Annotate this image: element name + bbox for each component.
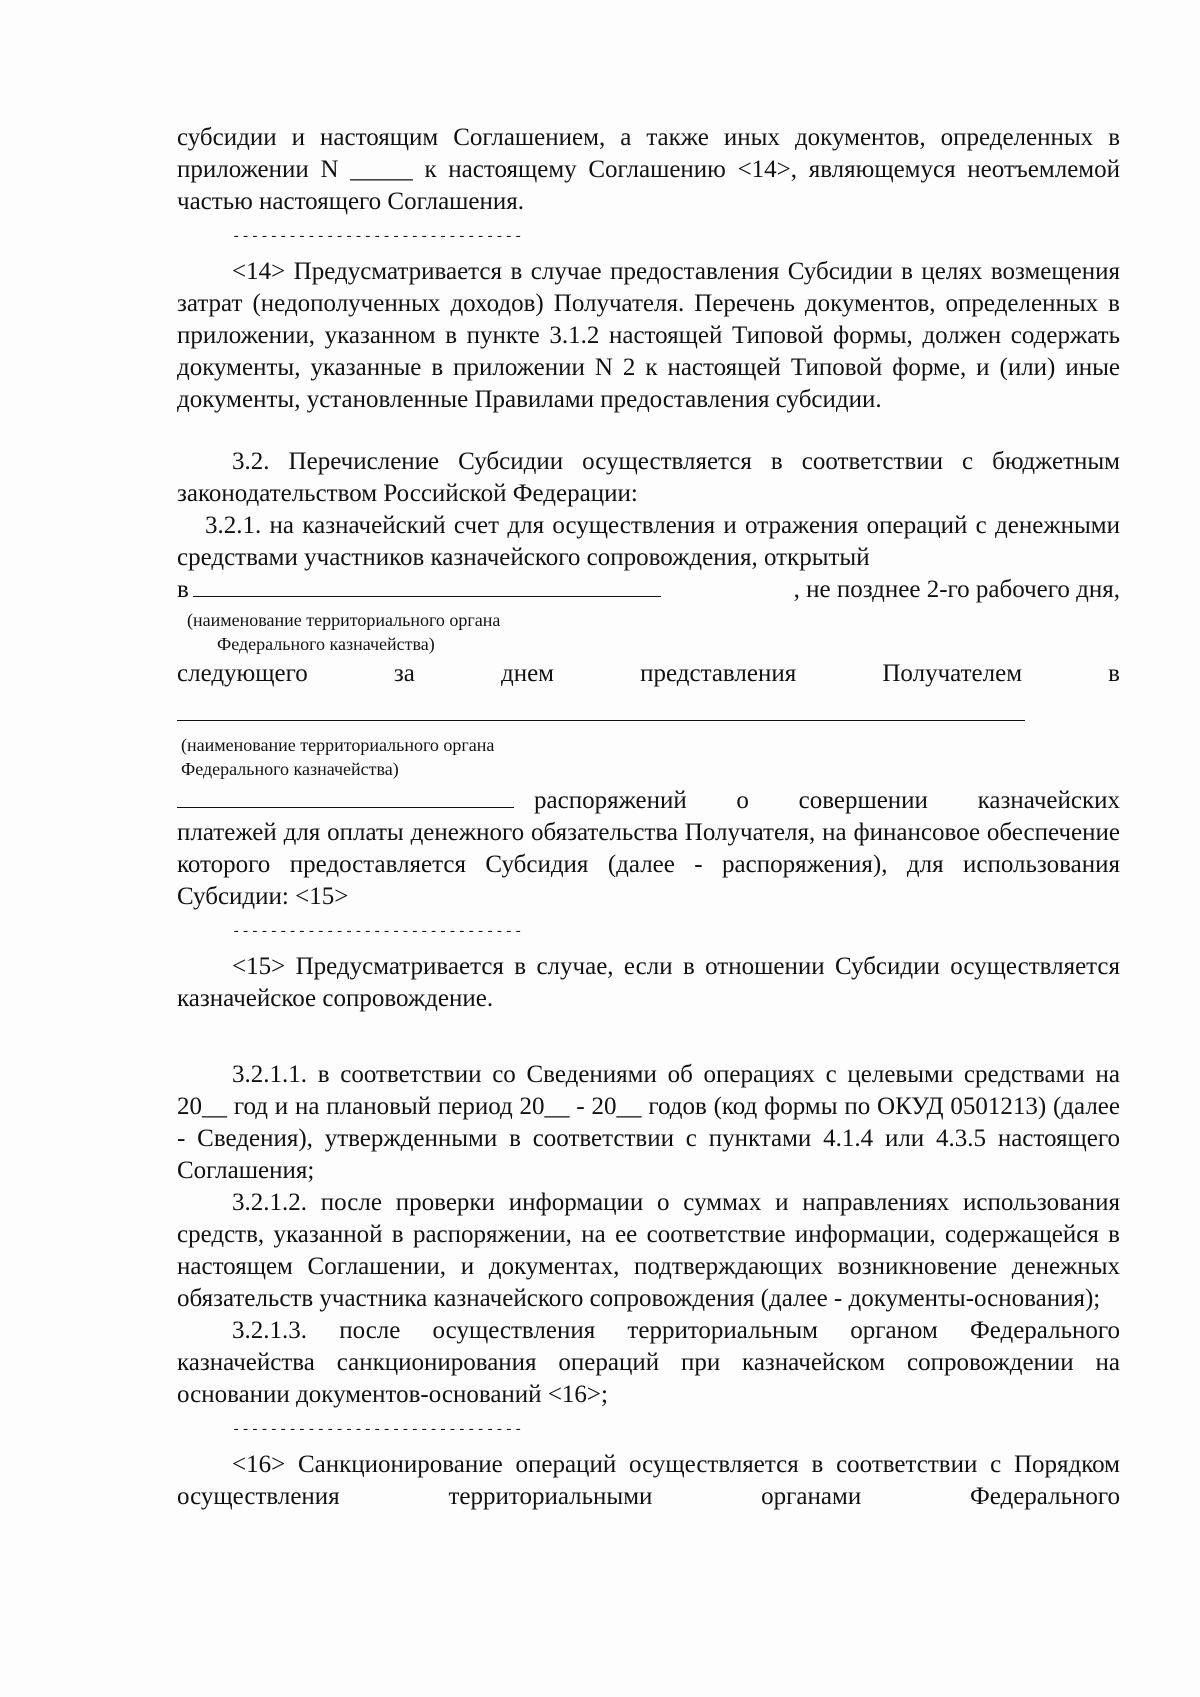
footnote-separator-2: -------------------------------	[232, 924, 524, 940]
paragraph-3-2-1-3: 3.2.1.3. после осуществления территориальным органом Федерального казначейства санкционирования операций при казначейском сопровождении на основании документов-оснований <16>;	[177, 1317, 1120, 1408]
blank-field-treasury	[193, 574, 661, 597]
paragraph-3-2-1-1: 3.2.1.1. в соответствии со Сведениями об операциях с целевыми средствами на 20__ год и на плановый период 20__ - 20__ годов (код формы по ОКУД 0501213) (далее - Сведения), утвержденными в соответствии с пунктами 4.1.4 или 4.3.5 настоящего Соглашения;	[177, 1061, 1120, 1184]
word-4: представления	[640, 660, 797, 687]
caption-line-1: (наименование территориального органа	[181, 735, 495, 755]
word-5: Получателем	[882, 660, 1023, 687]
line-treasury-organ	[177, 574, 1120, 606]
line-following	[177, 658, 1120, 690]
caption-line-1: (наименование территориального органа	[187, 610, 501, 630]
footnote-14: <14> Предусматривается в случае предоставления Субсидии в целях возмещения затрат (недополученных доходов) Получателя. Перечень документов, определенных в приложении, указанном в пункте 3.1.2 настоящей Типовой формы, должен содержать документы, указанные в приложении N 2 к настоящей Типовой форме, и (или) иные документы, установленные Правилами предоставления субсидии.	[177, 258, 1120, 413]
paragraph-3-2-1: 3.2.1. на казначейский счет для осуществления и отражения операций с денежными средствами участников казначейского сопровождения, открытый	[177, 512, 1120, 571]
footnote-separator-3: -------------------------------	[232, 1422, 524, 1438]
caption-line-2: Федерального казначейства)	[217, 634, 435, 654]
blank-field-treasury-2	[177, 690, 1025, 721]
paragraph-3-2: 3.2. Перечисление Субсидии осуществляется в соответствии с бюджетным законодательством Российской Федерации:	[177, 448, 1120, 507]
line-prefix: в	[177, 576, 189, 603]
footnote-15: <15> Предусматривается в случае, если в отношении Субсидии осуществляется казначейское сопровождение.	[177, 953, 1120, 1012]
paragraph-3-2-1-2: 3.2.1.2. после проверки информации о суммах и направлениях использования средств, указанной в распоряжении, на ее соответствие информации, содержащейся в настоящем Соглашении, и документах, подтверждающих возникновение денежных обязательств участника казначейского сопровождения (далее - документы-основания);	[177, 1189, 1120, 1312]
word-2: за	[393, 660, 415, 687]
caption-treasury-2	[177, 733, 1120, 781]
document-body	[177, 122, 1120, 1513]
orders-suffix: распоряжений о совершении казначейских	[534, 787, 1120, 814]
word-3: днем	[500, 660, 554, 687]
footnote-separator-1: -------------------------------	[232, 229, 524, 245]
blank-field-orders	[177, 785, 514, 808]
footnote-16: <16> Санкционирование операций осуществляется в соответствии с Порядком осуществления территориальными органами Федерального	[177, 1451, 1120, 1510]
paragraph-orders-continuation: платежей для оплаты денежного обязательства Получателя, на финансовое обеспечение которого предоставляется Субсидия (далее - распоряжения), для использования Субсидии: <15>	[177, 819, 1120, 910]
line-suffix: , не позднее 2-го рабочего дня,	[793, 576, 1120, 603]
paragraph-documents: субсидии и настоящим Соглашением, а также иных документов, определенных в приложении N _____ к настоящему Соглашению <14>, являющемуся неотъемлемой частью настоящего Соглашения.	[177, 124, 1120, 215]
word-6: в	[1108, 660, 1120, 687]
caption-treasury-1	[177, 608, 1120, 656]
word-1: следующего	[177, 660, 308, 687]
line-orders	[177, 785, 1120, 817]
caption-line-2: Федерального казначейства)	[181, 759, 399, 779]
